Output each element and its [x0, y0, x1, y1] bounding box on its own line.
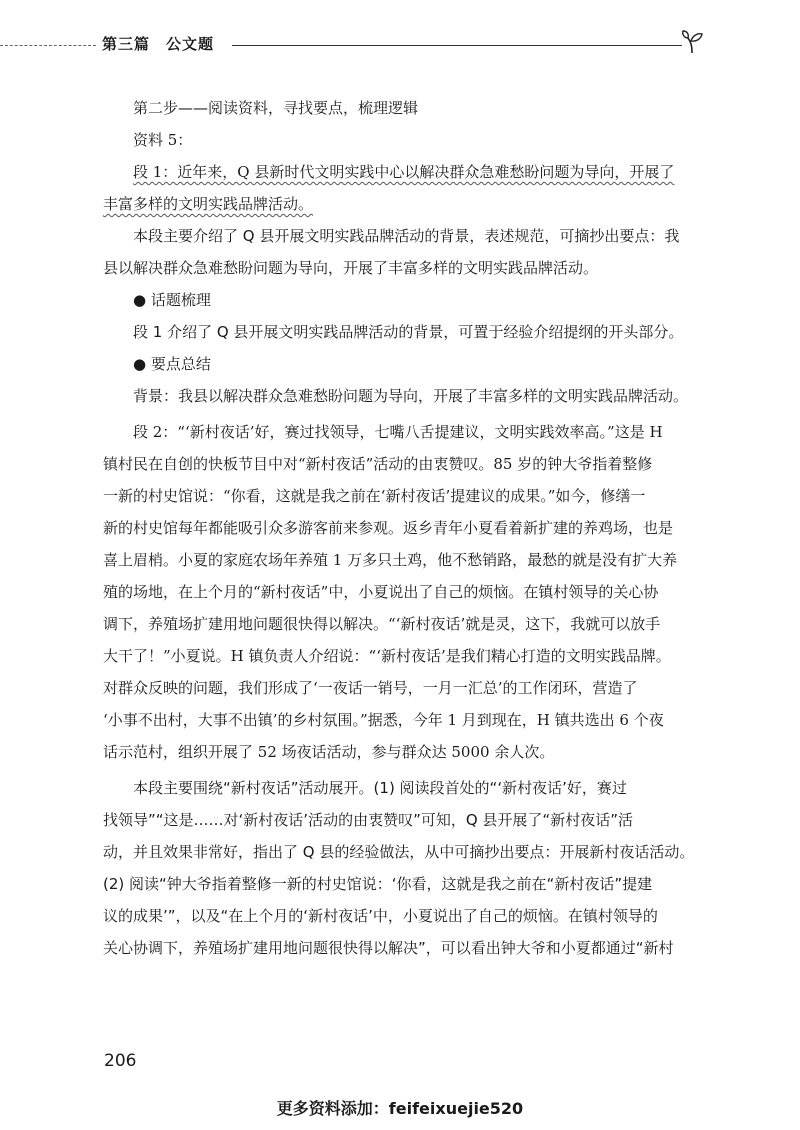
- text-line-content: 殖的场地，在上个月的“新村夜话”中，小夏说出了自己的烦恼。在镇村领导的关心协: [103, 583, 659, 601]
- text-line-content: 新的村史馆每年都能吸引众多游客前来参观。返乡青年小夏看着新扩建的养鸡场，也是: [103, 519, 674, 537]
- text-line: [103, 380, 703, 412]
- text-line: [103, 672, 703, 704]
- text-line: [103, 448, 703, 480]
- footer-note: 更多资料添加：feifeixuejie520: [276, 1099, 524, 1118]
- text-line-content: 议的成果’”，以及“在上个月的‘新村夜话’中，小夏说出了自己的烦恼。在镇村领导的: [103, 907, 658, 925]
- text-line: [103, 868, 703, 900]
- text-line-content: 调下，养殖场扩建用地问题很快得以解决。“‘新村夜话’就是灵，这下，我就可以放手: [103, 615, 661, 633]
- section-title: 第三篇 公文题: [102, 35, 215, 53]
- text-line-content: 背景：我县以解决群众急难愁盼问题为导向，开展了丰富多样的文明实践品牌活动。: [133, 387, 689, 405]
- text-line-content: 镇村民在自创的快板节目中对“新村夜话”活动的由衷赞叹。85 岁的钟大爷指着整修: [103, 455, 653, 473]
- page-content: [103, 92, 703, 964]
- text-line: [103, 284, 703, 316]
- text-line-content: 本段主要围绕“新村夜话”活动展开。(1) 阅读段首处的“‘新村夜话’好，赛过: [133, 779, 627, 797]
- text-line: [103, 640, 703, 672]
- text-line: [103, 608, 703, 640]
- text-line-content: 县以解决群众急难愁盼问题为导向，开展了丰富多样的文明实践品牌活动。: [103, 259, 599, 277]
- text-line: [103, 772, 703, 804]
- text-line-content: 第二步——阅读资料，寻找要点，梳理逻辑: [133, 99, 419, 117]
- text-line: [103, 92, 703, 124]
- header-dotted-rule: [0, 45, 96, 46]
- text-line-content: 段 1 介绍了 Q 县开展文明实践品牌活动的背景，可置于经验介绍提纲的开头部分。: [133, 323, 684, 341]
- text-line-content: 本段主要介绍了 Q 县开展文明实践品牌活动的背景，表述规范，可摘抄出要点：我: [133, 227, 680, 245]
- text-line-content: ‘小事不出村，大事不出镇’的乡村氛围。”据悉，今年 1 月到现在，H 镇共选出 6 个夜: [103, 711, 664, 729]
- text-line-content: ● 要点总结: [133, 355, 211, 373]
- text-line-content: 喜上眉梢。小夏的家庭农场年养殖 1 万多只土鸡，他不愁销路，最愁的就是没有扩大养: [103, 551, 678, 569]
- text-line: [103, 316, 703, 348]
- text-line-content: ● 话题梳理: [133, 291, 211, 309]
- text-line-content: 段 1：近年来，Q 县新时代文明实践中心以解决群众急难愁盼问题为导向，开展了: [133, 163, 675, 181]
- text-line: [103, 736, 703, 768]
- text-line: [103, 704, 703, 736]
- text-line-content: 一新的村史馆说：“你看，这就是我之前在‘新村夜话’提建议的成果。”如今，修缮一: [103, 487, 646, 505]
- text-line: [103, 348, 703, 380]
- text-line: [103, 252, 703, 284]
- text-line: [103, 480, 703, 512]
- header-rule: [232, 45, 682, 46]
- text-line-content: 丰富多样的文明实践品牌活动。: [103, 195, 314, 213]
- text-line: [103, 932, 703, 964]
- text-line-content: (2) 阅读“钟大爷指着整修一新的村史馆说：‘你看，这就是我之前在“新村夜话”提建: [103, 875, 653, 893]
- text-line-content: 关心协调下，养殖场扩建用地问题很快得以解决”，可以看出钟大爷和小夏都通过“新村: [103, 939, 674, 957]
- text-line-content: 动，并且效果非常好，指出了 Q 县的经验做法，从中可摘抄出要点：开展新村夜话活动。: [103, 843, 695, 861]
- text-line: [103, 900, 703, 932]
- text-line-content: 大干了！”小夏说。H 镇负责人介绍说：“‘新村夜话’是我们精心打造的文明实践品牌。: [103, 647, 671, 665]
- text-line-content: 话示范村，组织开展了 52 场夜话活动，参与群众达 5000 余人次。: [103, 743, 555, 761]
- text-line-content: 对群众反映的问题，我们形成了‘一夜话一销号，一月一汇总’的工作闭环，营造了: [103, 679, 638, 697]
- page-header: [0, 30, 800, 64]
- text-line-content: 找领导”“这是……对‘新村夜话’活动的由衷赞叹”可知，Q 县开展了“新村夜话”活: [103, 811, 633, 829]
- text-line-content: 资料 5：: [133, 131, 193, 149]
- text-line: [103, 512, 703, 544]
- sprout-icon: [680, 28, 704, 54]
- page-number: 206: [104, 1051, 137, 1071]
- text-line: [103, 836, 703, 868]
- text-line: [103, 188, 703, 220]
- text-line: [103, 416, 703, 448]
- text-line-content: 段 2：“‘新村夜话’好，赛过找领导，七嘴八舌提建议，文明实践效率高。”这是 H: [133, 423, 663, 441]
- text-line: [103, 124, 703, 156]
- text-line: [103, 576, 703, 608]
- text-line: [103, 804, 703, 836]
- text-line: [103, 156, 703, 188]
- text-line: [103, 220, 703, 252]
- text-line: [103, 544, 703, 576]
